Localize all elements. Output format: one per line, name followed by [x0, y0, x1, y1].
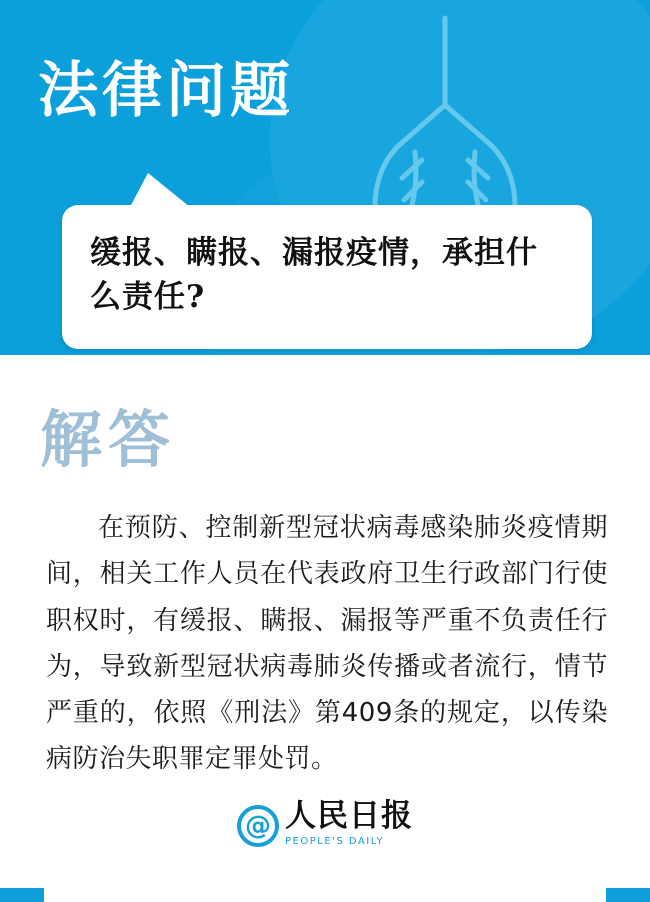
question-text: 缓报、瞒报、漏报疫情，承担什么责任?: [90, 235, 538, 316]
bubble-tail: [130, 173, 190, 207]
footer-logo: [0, 800, 650, 847]
question-bubble: [62, 205, 592, 349]
bottom-edge-strip: [0, 888, 650, 902]
answer-paragraph: 在预防、控制新型冠状病毒感染肺炎疫情期间，相关工作人员在代表政府卫生行政部门行使职权时，有缓报、瞒报、漏报等严重不负责任行为，导致新型冠状病毒肺炎传播或者流行，情节严重的，依照《刑法》第409条的规定，以传染病防治失职罪定罪处罚。: [46, 513, 608, 775]
at-sign-icon: @: [237, 805, 279, 847]
logo-wrap: [237, 800, 413, 847]
logo-chinese-name: 人民日报: [285, 798, 413, 834]
answer-heading: 解答: [40, 403, 177, 476]
logo-english-name: PEOPLE'S DAILY: [285, 835, 385, 847]
logo-texts: [285, 800, 413, 847]
banner-title: 法律问题: [38, 56, 294, 126]
